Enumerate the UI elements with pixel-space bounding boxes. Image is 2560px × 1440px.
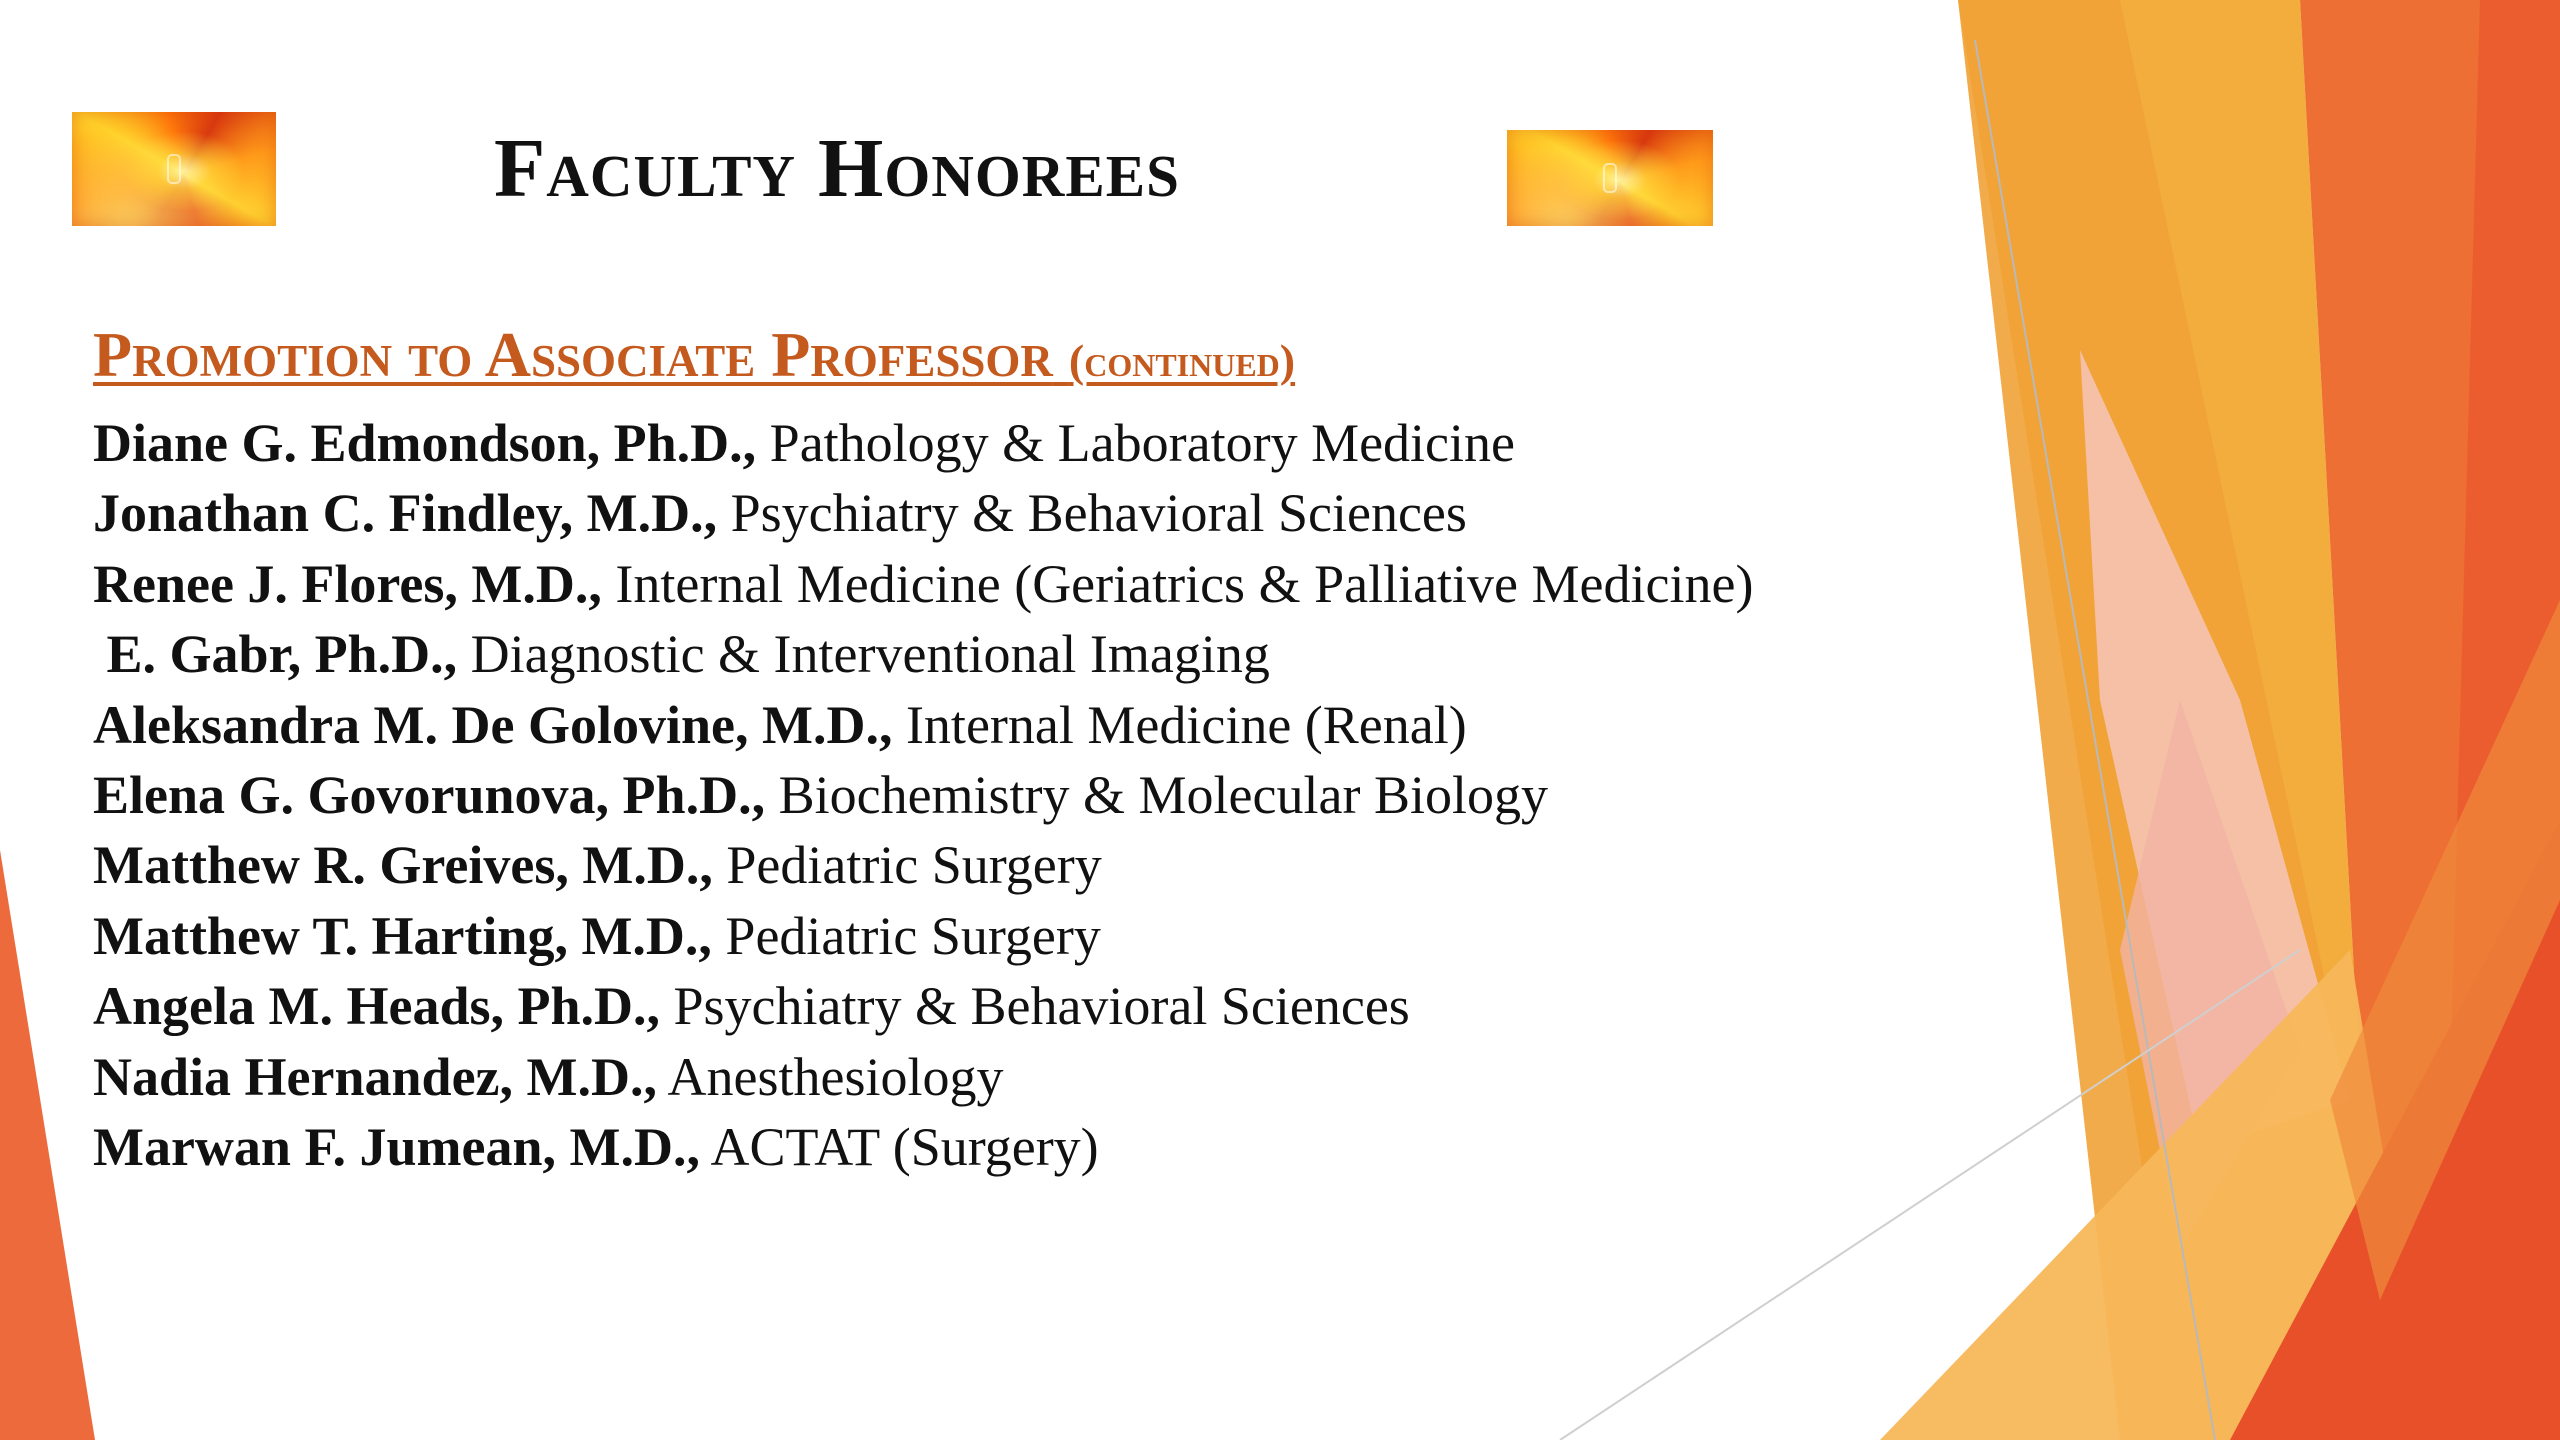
honoree-entry	[93, 901, 1753, 971]
orange-swirl-image-right	[1507, 130, 1713, 226]
honoree-department: Internal Medicine (Renal)	[905, 694, 1467, 755]
section-heading	[93, 318, 1295, 392]
honoree-department: ACTAT (Surgery)	[710, 1116, 1099, 1177]
honoree-department: Pediatric Surgery	[726, 835, 1102, 896]
honoree-department: Anesthesiology	[667, 1046, 1004, 1107]
honoree-entry	[93, 478, 1753, 548]
honoree-entry	[93, 619, 1753, 689]
honoree-entry	[93, 760, 1753, 830]
honoree-entry	[93, 1042, 1753, 1112]
honoree-name: Angela M. Heads, Ph.D.,	[93, 976, 660, 1037]
honoree-name: Matthew T. Harting, M.D.,	[93, 905, 712, 966]
honoree-name: Diane G. Edmondson, Ph.D.,	[93, 413, 757, 473]
honoree-name: Marwan F. Jumean, M.D.,	[93, 1116, 700, 1177]
honoree-name: E. Gabr, Ph.D.,	[93, 624, 458, 685]
honoree-entry	[93, 408, 1753, 478]
honoree-department: Biochemistry & Molecular Biology	[778, 764, 1548, 825]
honoree-department: Internal Medicine (Geriatrics & Palliative Medicine)	[615, 553, 1754, 614]
orange-swirl-image-left	[72, 112, 276, 226]
honoree-name: Aleksandra M. De Golovine, M.D.,	[93, 694, 893, 755]
honoree-department: Psychiatry & Behavioral Sciences	[730, 483, 1467, 544]
honoree-entry	[93, 549, 1753, 619]
honoree-entry	[93, 971, 1753, 1041]
honoree-name: Nadia Hernandez, M.D.,	[93, 1046, 657, 1107]
swirl-glyph-icon	[167, 154, 181, 184]
honoree-name: Jonathan C. Findley, M.D.,	[93, 483, 718, 544]
honoree-list	[93, 408, 1753, 1182]
honoree-department: Psychiatry & Behavioral Sciences	[673, 976, 1410, 1037]
honoree-entry	[93, 1112, 1753, 1182]
honoree-department: Pediatric Surgery	[725, 905, 1101, 966]
honoree-name: Matthew R. Greives, M.D.,	[93, 835, 713, 896]
honoree-name: Elena G. Govorunova, Ph.D.,	[93, 764, 766, 825]
honoree-department: Diagnostic & Interventional Imaging	[470, 624, 1270, 685]
slide-title: Faculty Honorees	[494, 122, 1180, 215]
section-heading-suffix: (continued)	[1068, 335, 1296, 386]
facet-shape	[0, 850, 95, 1440]
honoree-entry	[93, 830, 1753, 900]
swirl-glyph-icon	[1603, 163, 1617, 193]
honoree-department: Pathology & Laboratory Medicine	[769, 413, 1515, 473]
honoree-entry	[93, 690, 1753, 760]
honoree-name: Renee J. Flores, M.D.,	[93, 553, 602, 614]
section-heading-text: Promotion to Associate Professor	[93, 319, 1053, 390]
